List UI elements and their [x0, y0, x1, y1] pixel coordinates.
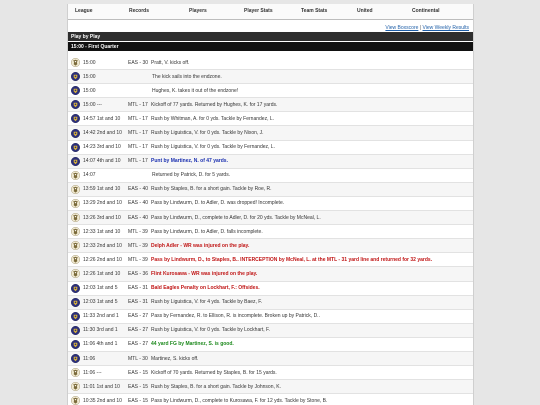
play-description: Rush by Liguistica, V. for 0 yds. Tackle by Lockhart, F. [151, 327, 270, 334]
nav-records[interactable]: Records [129, 8, 150, 14]
play-time-down: 12:26 1st and 10 [83, 270, 121, 277]
play-description: Pass by Fernandez, R. to Ellison, R. is incomplete. Broken up by Patrick, D.. [151, 313, 320, 320]
nav-league[interactable]: League [75, 8, 93, 14]
eagles-logo-icon [71, 241, 80, 250]
play-time-down: 13:26 3rd and 10 [83, 214, 121, 221]
play-time-down: 11:33 2nd and 1 [83, 313, 119, 320]
eagles-logo-icon [71, 171, 80, 180]
play-description: Punt by Martinez, N. of 47 yards. [151, 158, 228, 165]
play-row [68, 169, 473, 183]
montreal-crest-icon [71, 129, 80, 138]
play-description: Pass by Lindwurm, D. to Adler, D. was dropped! Incomplete. [151, 200, 285, 207]
play-by-play-header [68, 32, 473, 41]
play-row [68, 70, 473, 84]
play-time-down: 13:29 2nd and 10 [83, 200, 122, 207]
montreal-crest-icon [71, 340, 80, 349]
eagles-logo-icon [71, 269, 80, 278]
montreal-crest-icon [71, 312, 80, 321]
play-row [68, 394, 473, 405]
play-row [68, 366, 473, 380]
view-boxscore-link[interactable]: View Boxscore [385, 25, 419, 31]
play-row [68, 141, 473, 155]
play-time-down: 11:01 1st and 10 [83, 383, 120, 390]
montreal-crest-icon [71, 143, 80, 152]
play-time-down: 14:23 3rd and 10 [83, 144, 121, 151]
play-description: Returned by Patrick, D. for 5 yards. [152, 172, 231, 179]
play-row [68, 183, 473, 197]
play-time-down: 14:07 [83, 172, 96, 179]
play-row [68, 112, 473, 126]
play-row [68, 324, 473, 338]
nav-team-stats[interactable]: Team Stats [301, 8, 328, 14]
play-time-down: 10:35 2nd and 10 [83, 397, 122, 404]
nav-player-stats[interactable]: Player Stats [244, 8, 273, 14]
eagles-logo-icon [71, 396, 80, 405]
nav-players[interactable]: Players [189, 8, 207, 14]
play-description: The kick sails into the endzone. [152, 73, 222, 80]
montreal-crest-icon [71, 298, 80, 307]
play-description: Rush by Liguistica, V. for 0 yds. Tackle by Fernandez, L. [151, 144, 275, 151]
play-description: Kickoff of 70 yards. Returned by Staples, B. for 15 yards. [151, 369, 277, 376]
play-description: Flint Kurosawa - WR was injured on the play. [151, 270, 258, 277]
play-description: Pass by Lindwurm, D. to Adler, D. falls incomplete. [151, 228, 263, 235]
play-field-position: EAS - 36 [128, 270, 149, 277]
play-field-position: MTL - 39 [128, 256, 148, 263]
play-description: 44 yard FG by Martinez, S. is good. [151, 341, 234, 348]
play-field-position: EAS - 31 [128, 299, 149, 306]
montreal-crest-icon [71, 326, 80, 335]
play-row [68, 253, 473, 267]
play-row [68, 296, 473, 310]
play-field-position: MTL - 39 [128, 242, 148, 249]
play-time-down: 13:59 1st and 10 [83, 186, 121, 193]
play-field-position: MTL - 17 [128, 130, 148, 137]
play-time-down: 14:07 4th and 10 [83, 158, 121, 165]
play-description: Hughes, K. takes it out of the endzone! [152, 87, 239, 94]
play-description: Pass by Lindwurm, D., to Staples, B.. INTERCEPTION by McNeal, L. at the MTL - 31 yard line and returned for 32 yards. [151, 256, 433, 263]
quarter-header [68, 42, 473, 51]
play-time-down: 14:57 1st and 10 [83, 115, 121, 122]
play-row [68, 84, 473, 98]
eagles-logo-icon [71, 255, 80, 264]
play-row [68, 239, 473, 253]
play-description: Rush by Liguistica, V. for 4 yds. Tackle by Baez, F. [151, 299, 263, 306]
eagles-logo-icon [71, 213, 80, 222]
quarter-title: 15:00 - First Quarter [71, 44, 119, 50]
play-time-down: 12:03 1st and 5 [83, 299, 118, 306]
play-time-down: 11:06 --- [83, 369, 102, 376]
eagles-logo-icon [71, 368, 80, 377]
play-row [68, 211, 473, 225]
play-description: Pratt, V. kicks off. [151, 59, 190, 66]
montreal-crest-icon [71, 157, 80, 166]
section-title: Play by Play [71, 34, 101, 40]
play-row [68, 352, 473, 366]
eagles-logo-icon [71, 58, 80, 67]
montreal-crest-icon [71, 354, 80, 363]
play-time-down: 11:06 4th and 1 [83, 341, 118, 348]
play-description: Kickoff of 77 yards. Returned by Hughes, K. for 17 yards. [151, 101, 278, 108]
play-field-position: EAS - 40 [128, 186, 149, 193]
play-time-down: 15:00 --- [83, 101, 102, 108]
play-description: Rush by Staples, B. for a short gain. Tackle by Roe, R. [151, 186, 272, 193]
play-field-position: EAS - 31 [128, 285, 149, 292]
play-time-down: 11:30 3rd and 1 [83, 327, 118, 334]
play-row [68, 56, 473, 70]
play-time-down: 15:00 [83, 87, 96, 94]
play-time-down: 12:03 1st and 5 [83, 285, 118, 292]
eagles-logo-icon [71, 185, 80, 194]
play-row [68, 282, 473, 296]
play-field-position: EAS - 15 [128, 369, 149, 376]
play-description: Rush by Whitman, A. for 0 yds. Tackle by Fernandez, L. [151, 115, 275, 122]
link-separator: | [419, 25, 422, 31]
montreal-crest-icon [71, 284, 80, 293]
play-row [68, 267, 473, 281]
play-field-position: MTL - 17 [128, 101, 148, 108]
play-row [68, 197, 473, 211]
play-time-down: 15:00 [83, 59, 96, 66]
play-field-position: MTL - 39 [128, 228, 148, 235]
play-time-down: 12:33 2nd and 10 [83, 242, 122, 249]
play-row [68, 155, 473, 169]
nav-continental[interactable]: Continental [412, 8, 440, 14]
play-description: Bald Eagles Penalty on Lockhart, F.: Offsides. [151, 285, 260, 292]
play-description: Pass by Lindwurm, D., complete to Adler, D. for 20 yds. Tackle by McNeal, L. [151, 214, 321, 221]
play-field-position: MTL - 17 [128, 115, 148, 122]
montreal-crest-icon [71, 114, 80, 123]
page-container [67, 4, 474, 405]
play-description: Rush by Liguistica, V. for 0 yds. Tackle by Nixon, J. [151, 130, 264, 137]
view-links [385, 25, 469, 31]
nav-united[interactable]: United [357, 8, 373, 14]
play-field-position: EAS - 15 [128, 383, 149, 390]
play-field-position: EAS - 27 [128, 341, 149, 348]
view-weekly-results-link[interactable]: View Weekly Results [422, 25, 469, 31]
play-row [68, 126, 473, 140]
play-time-down: 12:33 1st and 10 [83, 228, 121, 235]
play-time-down: 11:06 [83, 355, 96, 362]
montreal-crest-icon [71, 86, 80, 95]
play-field-position: EAS - 27 [128, 327, 149, 334]
eagles-logo-icon [71, 227, 80, 236]
play-field-position: EAS - 40 [128, 214, 149, 221]
eagles-logo-icon [71, 199, 80, 208]
play-field-position: EAS - 15 [128, 397, 149, 404]
play-time-down: 15:00 [83, 73, 96, 80]
play-description: Pass by Lindwurm, D., complete to Kurosawa, F. for 12 yds. Tackle by Stone, B. [151, 397, 328, 404]
play-field-position: EAS - 27 [128, 313, 149, 320]
play-row [68, 380, 473, 394]
play-description: Delph Adler - WR was injured on the play. [151, 242, 250, 249]
play-field-position: EAS - 30 [128, 59, 149, 66]
play-field-position: MTL - 17 [128, 144, 148, 151]
play-row [68, 225, 473, 239]
play-time-down: 12:26 2nd and 10 [83, 256, 122, 263]
play-row [68, 338, 473, 352]
play-field-position: MTL - 17 [128, 158, 148, 165]
play-time-down: 14:42 2nd and 10 [83, 130, 122, 137]
montreal-crest-icon [71, 100, 80, 109]
eagles-logo-icon [71, 382, 80, 391]
play-description: Rush by Staples, B. for a short gain. Tackle by Johnson, K. [151, 383, 281, 390]
play-description: Martinez, S. kicks off. [151, 355, 199, 362]
play-field-position: EAS - 40 [128, 200, 149, 207]
montreal-crest-icon [71, 72, 80, 81]
play-row [68, 310, 473, 324]
top-nav [68, 4, 473, 20]
play-row [68, 98, 473, 112]
play-list [68, 56, 473, 405]
play-field-position: MTL - 30 [128, 355, 148, 362]
